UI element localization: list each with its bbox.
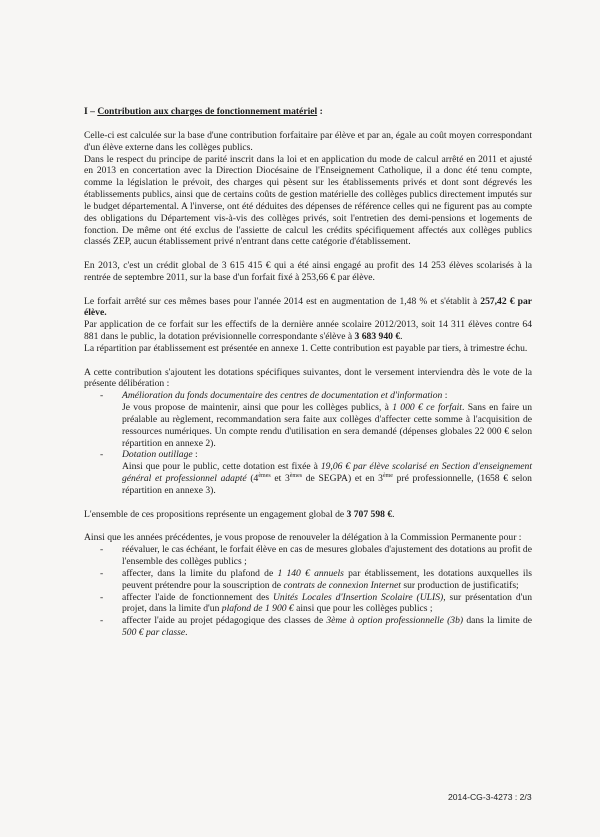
intro-paragraph-1: Celle-ci est calculée sur la base d'une contribution forfaitaire par élève et par an, égale au coût moyen correspondant d'un élève externe dans les collèges publics. (84, 129, 532, 153)
intro-paragraph-2: Dans le respect du principe de parité inscrit dans la loi et en application du mode de calcul arrêté en 2011 et ajusté en 2013 en concertation avec la Direction Diocésaine de l'Enseignement Catholique, il a donc été tenu compte, comme la législation le prévoit, des charges qui pèsent sur les établissements privés et dont sont dégrevés les établissements publics, ainsi que de certains coûts de gestion matérielle des collèges publics directement imputés sur le budget départemental. A l'inverse, ont été déduites des dépenses de référence celles qui ne figurent pas au compte des obligations du Département vis-à-vis des collèges privés, soit l'entretien des demi-pensions et logements de fonction. De même ont été exclus de l'assiette de calcul les crédits spécifiquement affectés aux collèges publics classés ZEP, aucun établissement privé n'entrant dans cette catégorie d'établissement. (84, 153, 532, 248)
delegation-intro-paragraph: Ainsi que les années précédentes, je vous propose de renouveler la délégation à la Commission Permanente pour : (84, 532, 522, 544)
section-heading: I – Contribution aux charges de fonctionnement matériel : (84, 106, 323, 117)
delegation-list (84, 544, 532, 639)
specific-dotations-list (84, 390, 532, 497)
engagement-paragraph: L'ensemble de ces propositions représente un engagement global de 3 707 598 €. (84, 508, 395, 520)
list-item: - affecter l'aide au projet pédagogique des classes de 3ème à option professionnelle (3b) dans la limite de 500 € par classe. (122, 615, 532, 639)
list-item: - réévaluer, le cas échéant, le forfait élève en cas de mesures globales d'ajustement des dotations au profit de l'ensemble des collèges publics ; (122, 544, 532, 568)
item-body: Ainsi que pour le public, cette dotation est fixée à 19,06 € par élève scolarisé en Section d'enseignement général et professionnel adapté (4èmes et 3èmes de SEGPA) et en 3ème pré professionnelle, (1658 € selon répartition en annexe 3). (122, 461, 532, 497)
specific-intro-paragraph: A cette contribution s'ajoutent les dotations spécifiques suivantes, dont le versement interviendra dès le vote de la présente délibération : (84, 366, 532, 390)
forfait-2014-paragraph: Le forfait arrêté sur ces mêmes bases pour l'année 2014 est en augmentation de 1,48 % et s'établit à 257,42 € par élève. (84, 295, 532, 319)
forfait-amount: 257,42 € par élève. (84, 295, 532, 319)
item-title: Dotation outillage (122, 449, 193, 461)
page-reference: 2014-CG-3-4273 : 2/3 (448, 792, 532, 802)
dotation-paragraph: Par application de ce forfait sur les effectifs de la dernière année scolaire 2012/2013, soit 14 311 élèves contre 64 881 dans le public, la dotation prévisionnelle correspondante s'élève à 3 683 940 €. (84, 319, 532, 343)
list-item: - Dotation outillage : Ainsi que pour le public, cette dotation est fixée à 19,06 € par élève scolarisé en Section d'enseignement général et professionnel adapté (4èmes et 3èmes de SEGPA) et en 3ème pré professionnelle, (1658 € selon répartition en annexe 3). (122, 449, 532, 496)
list-item: - Amélioration du fonds documentaire des centres de documentation et d'information : Je vous propose de maintenir, ainsi que pour les collèges publics, à 1 000 € ce forfait. Sans en faire un préalable au règlement, recommandation sera faite aux collèges d'affecter cette somme à l'acquisition de ressources numériques. Un compte rendu d'utilisation en sera demandé (dépenses globales 22 000 € selon répartition en annexe 2). (122, 390, 532, 449)
list-item: - affecter l'aide de fonctionnement des Unités Locales d'Insertion Scolaire (ULIS), sur présentation d'un projet, dans la limite d'un plafond de 1 900 € ainsi que pour les collèges publics ; (122, 592, 532, 616)
list-item: - affecter, dans la limite du plafond de 1 140 € annuels par établissement, les dotations auxquelles ils peuvent prétendre pour la souscription de contrats de connexion Internet sur production de justificatifs; (122, 568, 532, 592)
repartition-paragraph: La répartition par établissement est présentée en annexe 1. Cette contribution est payable par tiers, à trimestre échu. (84, 342, 528, 354)
engagement-amount: 3 707 598 € (346, 508, 393, 520)
dotation-amount: 3 683 940 € (354, 331, 401, 343)
section-heading-title: Contribution aux charges de fonctionnement matériel (97, 106, 318, 117)
document-body (84, 106, 532, 639)
item-title: Amélioration du fonds documentaire des centres de documentation et d'information (122, 390, 443, 402)
credit-2013-paragraph: En 2013, c'est un crédit global de 3 615 415 € qui a été ainsi engagé au profit des 14 253 élèves scolarisés à la rentrée de septembre 2011, sur la base d'un forfait fixé à 253,66 € par élève. (84, 260, 532, 283)
item-body: Je vous propose de maintenir, ainsi que pour les collèges publics, à 1 000 € ce forfait. Sans en faire un préalable au règlement, recommandation sera faite aux collèges d'affecter cette somme à l'acquisition de ressources numériques. Un compte rendu d'utilisation en sera demandé (dépenses globales 22 000 € selon répartition en annexe 2). (122, 402, 532, 449)
